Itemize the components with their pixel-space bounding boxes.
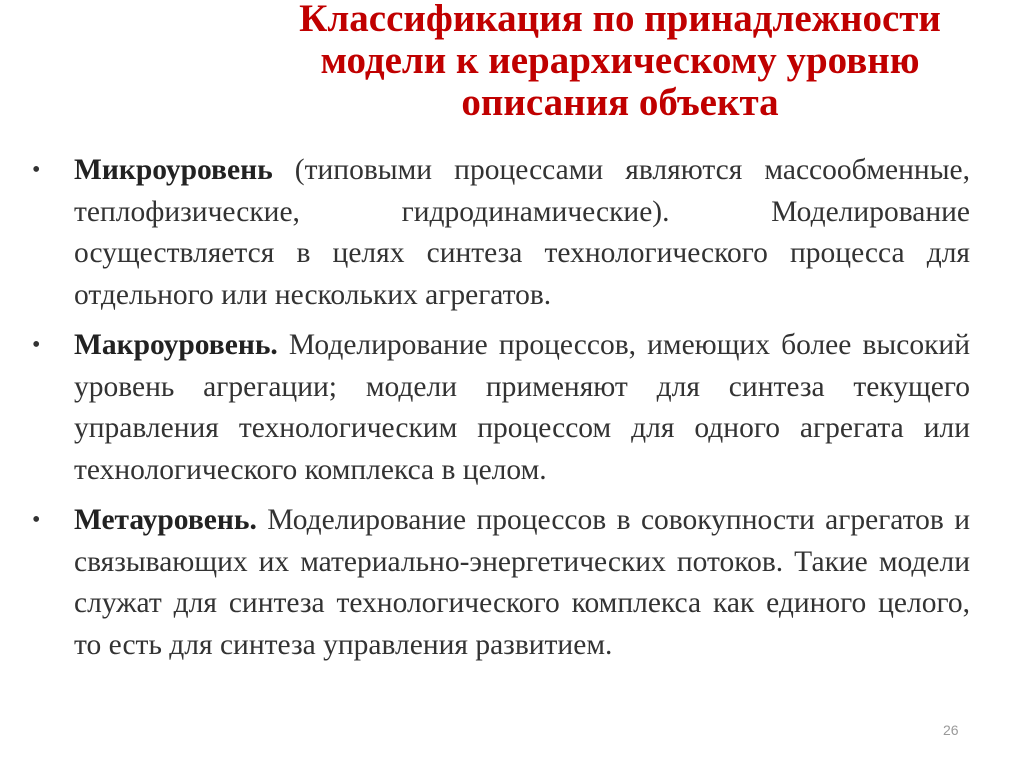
title-line-1: Классификация по принадлежности	[299, 0, 941, 40]
title-line-2: модели к иерархическому уровню	[320, 39, 920, 82]
title-line-3: описания объекта	[461, 81, 779, 124]
bullet-text: (типовыми процессами являются массообменные, теплофизические, гидродинамические). Моделирование осуществляется в целях синтеза технологического процесса для отдельного или нескольких агрегатов.	[74, 154, 970, 311]
slide-title	[230, 0, 1010, 124]
bullet-term: Микроуровень	[74, 154, 273, 186]
bullet-dot-icon: •	[32, 507, 41, 533]
bullet-text: Моделирование процессов в совокупности агрегатов и связывающих их материально-энергетических потоков. Такие модели служат для синтеза технологического комплекса как единого целого, то есть для синтеза управления развитием.	[74, 504, 970, 661]
bullet-term: Метауровень.	[74, 504, 257, 536]
bullet-term: Макроуровень.	[74, 329, 278, 361]
bullet-dot-icon: •	[32, 332, 41, 358]
bullet-item-microlevel	[0, 150, 970, 316]
bullet-text: Моделирование процессов, имеющих более высокий уровень агрегации; модели применяют для синтеза текущего управления технологическим процессом для одного агрегата или технологического комплекса в целом.	[74, 329, 970, 486]
bullet-list	[0, 150, 1024, 666]
bullet-item-metalevel	[0, 500, 970, 666]
bullet-dot-icon: •	[32, 157, 41, 183]
bullet-item-macrolevel	[0, 325, 970, 491]
page-number: 26	[943, 722, 959, 738]
